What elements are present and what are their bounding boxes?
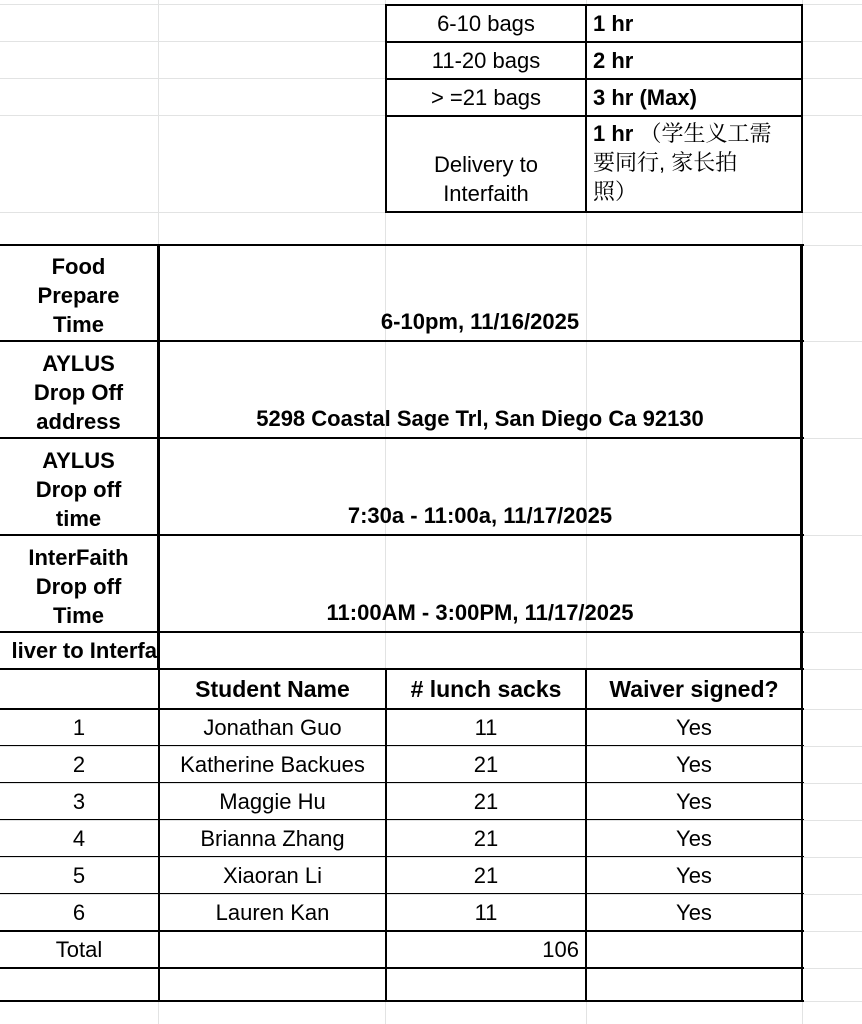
total-value[interactable]: 106 [542,936,579,962]
total-empty-cell[interactable] [160,932,385,967]
waiver-signed[interactable]: Yes [676,751,712,777]
delivery-label-line-2: Interfaith [443,181,529,206]
lunch-sacks[interactable]: 21 [473,788,499,814]
label-line: Time [53,602,104,628]
waiver-signed[interactable]: Yes [676,714,712,740]
label-line: time [55,505,102,531]
delivery-hours: 1 hr [593,121,634,146]
lunch-sacks[interactable]: 21 [473,862,499,888]
label-line: Drop off [35,573,122,599]
student-name[interactable]: Lauren Kan [215,899,330,925]
delivery-label-cell[interactable] [387,117,585,211]
total-waiver-cell[interactable] [587,932,801,967]
rate-hours-1[interactable]: 1 hr [593,10,634,36]
header-lunch-sacks[interactable]: # lunch sacks [410,676,562,702]
deliver-to-interfaith-value[interactable] [160,633,800,668]
lunch-sacks[interactable]: 11 [474,899,498,925]
row-number[interactable]: 1 [72,714,86,740]
rate-range-2[interactable]: 11-20 bags [431,47,541,73]
rate-range-1[interactable]: 6-10 bags [437,10,535,36]
waiver-signed[interactable]: Yes [676,862,712,888]
student-name[interactable]: Katherine Backues [180,751,365,777]
delivery-note-line-1: （学生义工需 [639,121,772,146]
row-number[interactable]: 2 [72,751,86,777]
label-line: Food [51,254,106,279]
drop-off-time-value[interactable]: 7:30a - 11:00a, 11/17/2025 [347,503,613,528]
row-number[interactable]: 4 [72,825,86,851]
drop-off-address-value[interactable]: 5298 Coastal Sage Trl, San Diego Ca 92130 [256,406,704,431]
food-prepare-value[interactable]: 6-10pm, 11/16/2025 [380,309,580,334]
label-line: AYLUS [42,447,115,473]
delivery-hours-cell[interactable] [587,119,801,211]
waiver-signed[interactable]: Yes [676,788,712,814]
header-waiver-signed[interactable]: Waiver signed? [609,676,779,702]
interfaith-drop-off-value[interactable]: 11:00AM - 3:00PM, 11/17/2025 [326,600,634,625]
label-line: address [36,408,121,434]
lunch-sacks[interactable]: 21 [473,825,499,851]
delivery-note-line-2: 要同行, 家长拍 [593,150,738,175]
label-line: AYLUS [42,350,115,376]
drop-off-address-label[interactable] [0,347,157,437]
drop-off-time-label[interactable] [0,444,157,534]
label-line: Drop off [35,476,122,502]
row-number[interactable]: 6 [72,899,86,925]
label-line: Time [53,312,104,337]
student-name[interactable]: Xiaoran Li [222,862,323,888]
student-name[interactable]: Brianna Zhang [200,825,345,851]
student-name[interactable]: Maggie Hu [219,788,326,814]
row-number[interactable]: 3 [72,788,86,814]
label-line: Prepare [37,283,120,308]
deliver-to-interfaith-label[interactable]: liver to Interfa [11,637,157,663]
label-line: InterFaith [28,544,129,570]
rate-hours-3[interactable]: 3 hr (Max) [593,84,697,110]
label-line: Drop Off [33,379,124,405]
delivery-label-line-1: Delivery to [434,152,538,177]
total-label[interactable]: Total [55,936,103,962]
food-prepare-label[interactable] [0,251,157,340]
student-name[interactable]: Jonathan Guo [203,714,342,740]
lunch-sacks[interactable]: 11 [474,714,498,740]
row-number[interactable]: 5 [72,862,86,888]
interfaith-drop-off-label[interactable] [0,541,157,631]
delivery-hours-line-1 [593,119,801,148]
delivery-note-line-3: 照） [593,179,638,204]
rate-range-3[interactable]: > =21 bags [430,84,542,110]
waiver-signed[interactable]: Yes [676,899,712,925]
rate-hours-2[interactable]: 2 hr [593,47,634,73]
waiver-signed[interactable]: Yes [676,825,712,851]
header-student-name[interactable]: Student Name [195,676,350,702]
lunch-sacks[interactable]: 21 [473,751,499,777]
